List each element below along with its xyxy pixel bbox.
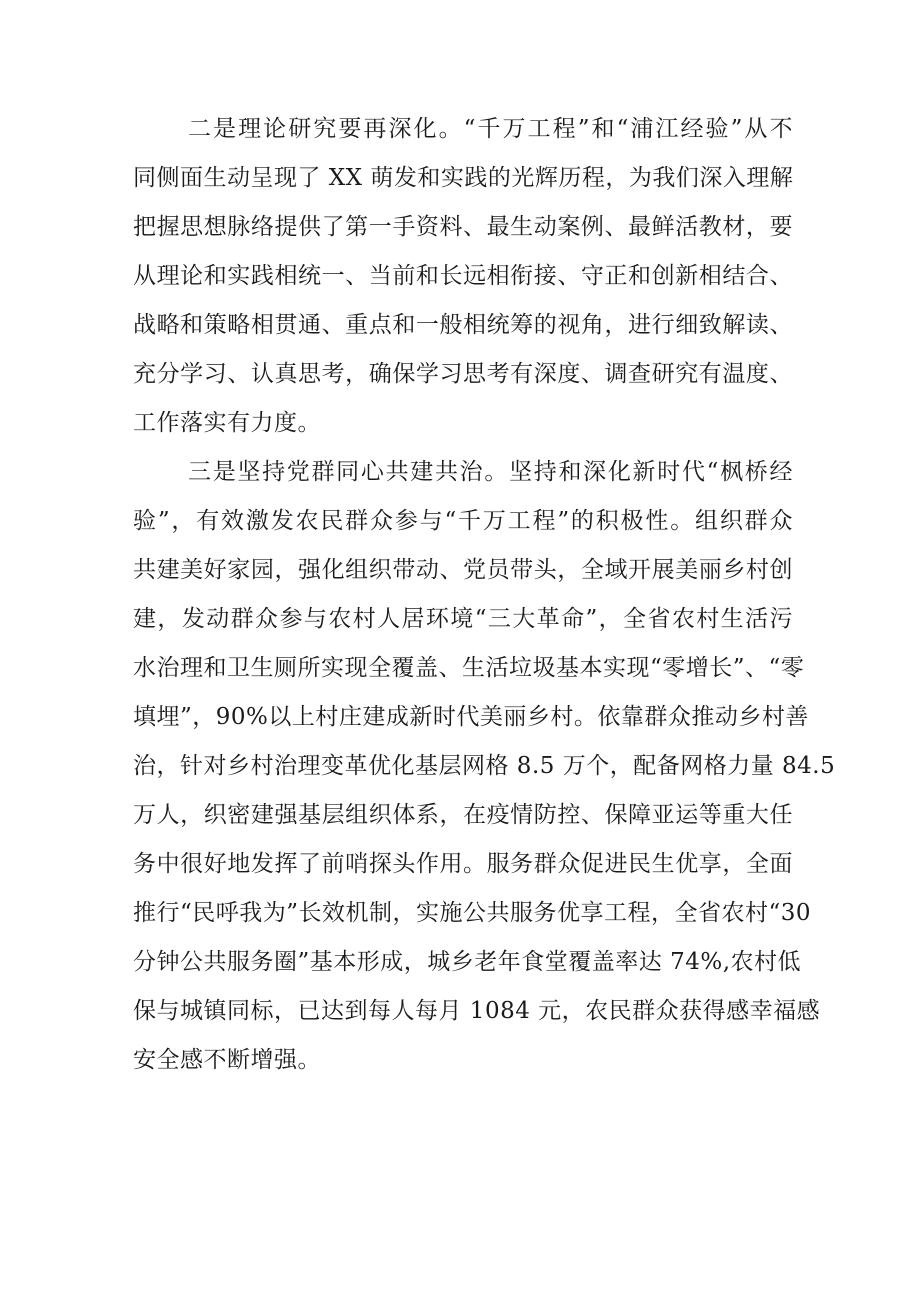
- paragraph-2-line-12: 保与城镇同标，已达到每人每月 1084 元，农民群众获得感幸福感: [133, 998, 821, 1024]
- paragraph-1-line-1: 二是理论研究要再深化。“千万工程”和“浦江经验”从不: [188, 116, 793, 142]
- paragraph-1-line-2: 同侧面生动呈现了 XX 萌发和实践的光辉历程，为我们深入理解: [133, 165, 794, 191]
- paragraph-2-line-2: 验”，有效激发农民群众参与“千万工程”的积极性。组织群众: [133, 508, 793, 534]
- paragraph-2-line-10: 推行“民呼我为”长效机制，实施公共服务优享工程，全省农村“30: [133, 900, 812, 926]
- paragraph-1-line-6: 充分学习、认真思考，确保学习思考有深度、调查研究有温度、: [133, 361, 793, 387]
- paragraph-2-line-5: 水治理和卫生厕所实现全覆盖、生活垃圾基本实现“零增长”、“零: [133, 655, 805, 681]
- paragraph-1-line-5: 战略和策略相贯通、重点和一般相统筹的视角，进行细致解读、: [133, 312, 793, 338]
- paragraph-2-line-9: 务中很好地发挥了前哨探头作用。服务群众促进民生优享，全面: [133, 851, 793, 877]
- paragraph-2-line-8: 万人，织密建强基层组织体系，在疫情防控、保障亚运等重大任: [133, 802, 793, 828]
- paragraph-1-line-4: 从理论和实践相统一、当前和长远相衔接、守正和创新相结合、: [133, 263, 793, 289]
- paragraph-2-line-4: 建，发动群众参与农村人居环境“三大革命”，全省农村生活污: [133, 606, 793, 632]
- paragraph-2-line-1: 三是坚持党群同心共建共治。坚持和深化新时代“枫桥经: [188, 459, 793, 485]
- paragraph-2-line-6: 填埋”，90%以上村庄建成新时代美丽乡村。依靠群众推动乡村善: [133, 704, 809, 730]
- paragraph-2-line-3: 共建美好家园，强化组织带动、党员带头，全域开展美丽乡村创: [133, 557, 793, 583]
- paragraph-2-line-13: 安全感不断增强。: [133, 1047, 321, 1073]
- paragraph-2-line-7: 治，针对乡村治理变革优化基层网格 8.5 万个，配备网格力量 84.5: [133, 753, 836, 779]
- paragraph-1-line-3: 把握思想脉络提供了第一手资料、最生动案例、最鲜活教材，要: [133, 214, 793, 240]
- paragraph-1-line-7: 工作落实有力度。: [133, 410, 321, 436]
- paragraph-2-line-11: 分钟公共服务圈”基本形成，城乡老年食堂覆盖率达 74%,农村低: [133, 949, 802, 975]
